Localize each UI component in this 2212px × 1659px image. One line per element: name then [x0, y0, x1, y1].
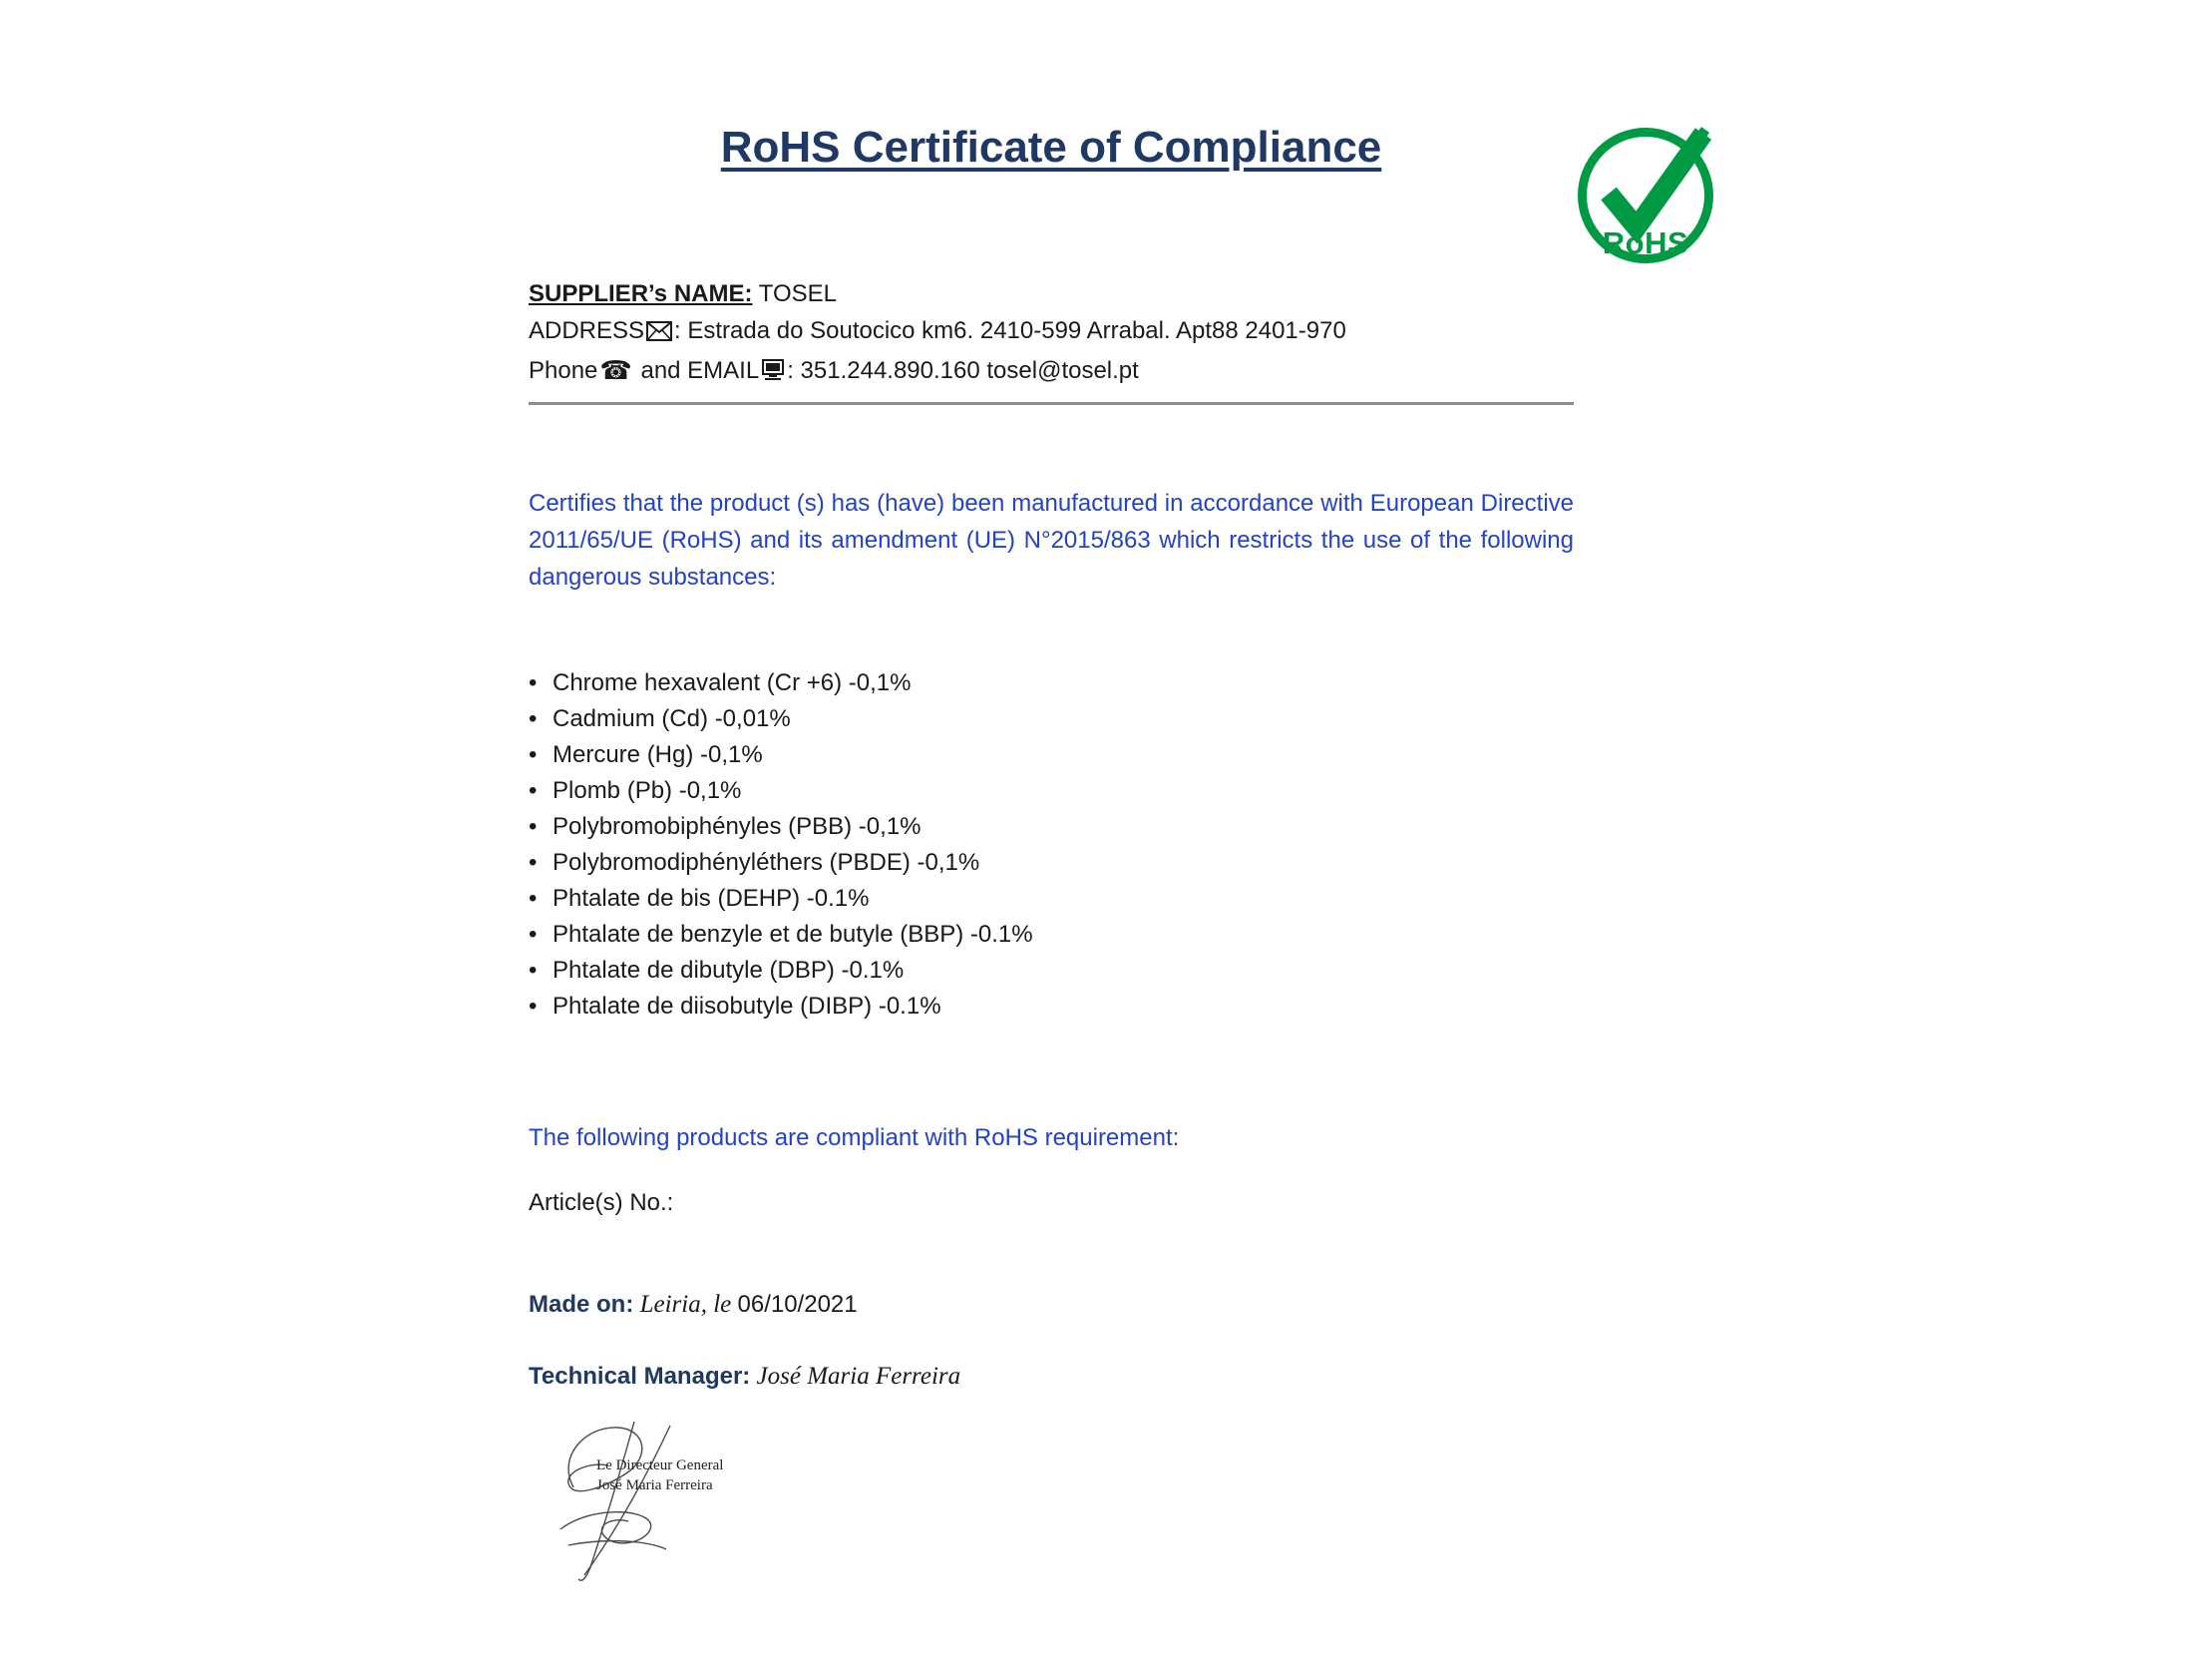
manager-label: Technical Manager:: [529, 1363, 751, 1390]
signature-name: José Maria Ferreira: [596, 1477, 713, 1493]
phone-icon: ☎: [599, 355, 632, 385]
manager-name: José Maria Ferreira: [750, 1363, 961, 1390]
substance-text: Cadmium (Cd) -0,01%: [553, 705, 791, 732]
substance-text: Plomb (Pb) -0,1%: [553, 777, 742, 804]
bullet-icon: •: [529, 957, 538, 984]
substance-text: Chrome hexavalent (Cr +6) -0,1%: [553, 669, 912, 696]
logo-label: RoHS: [1602, 225, 1689, 260]
signature-scribble-icon: [539, 1418, 768, 1587]
list-item: [529, 737, 1574, 773]
substance-text: Polybromobiphényles (PBB) -0,1%: [553, 813, 922, 840]
divider-line: [529, 402, 1574, 405]
list-item: [529, 701, 1574, 737]
computer-icon: [761, 355, 785, 392]
compliance-statement: The following products are compliant with RoHS requirement:: [529, 1124, 1180, 1151]
email-label: and EMAIL: [633, 357, 760, 384]
bullet-icon: •: [529, 849, 538, 876]
made-on-label: Made on:: [529, 1291, 634, 1318]
list-item: [529, 881, 1574, 917]
list-item: [529, 953, 1574, 989]
bullet-icon: •: [529, 741, 538, 768]
bullet-icon: •: [529, 705, 538, 732]
signature-title: Le Directeur General: [596, 1457, 724, 1473]
bullet-icon: •: [529, 669, 538, 696]
page-title: RoHS Certificate of Compliance: [720, 123, 1382, 172]
made-on-place: Leiria, le: [633, 1291, 738, 1318]
substance-list: [529, 665, 1574, 1025]
bullet-icon: •: [529, 813, 538, 840]
substance-text: Mercure (Hg) -0,1%: [553, 741, 763, 768]
document-content: [529, 120, 1574, 1587]
substance-text: Phtalate de dibutyle (DBP) -0.1%: [553, 957, 905, 984]
bullet-icon: •: [529, 921, 538, 948]
list-item: [529, 845, 1574, 881]
supplier-address-line: [529, 312, 1574, 352]
substance-text: Polybromodiphényléthers (PBDE) -0,1%: [553, 849, 980, 876]
bullet-icon: •: [529, 885, 538, 912]
list-item: [529, 665, 1574, 701]
substance-text: Phtalate de bis (DEHP) -0.1%: [553, 885, 870, 912]
supplier-name-value: TOSEL: [752, 280, 837, 307]
made-on-date: 06/10/2021: [737, 1291, 858, 1318]
phone-label: Phone: [529, 357, 598, 384]
contact-value: : 351.244.890.160 tosel@tosel.pt: [787, 357, 1139, 384]
supplier-contact-line: [529, 352, 1574, 392]
list-item: [529, 989, 1574, 1025]
address-label: ADDRESS: [529, 317, 645, 344]
made-on-line: [529, 1286, 1574, 1323]
supplier-block: [529, 275, 1574, 392]
bullet-icon: •: [529, 993, 538, 1020]
list-item: [529, 809, 1574, 845]
bullet-icon: •: [529, 777, 538, 804]
certification-statement: Certifies that the product (s) has (have) been manufactured in accordance with European Directive 2011/65/UE (RoHS) and its amendment (UE) N°2015/863 which restricts the use of the following dangerous substances:: [529, 490, 1574, 591]
list-item: [529, 917, 1574, 953]
substance-text: Phtalate de benzyle et de butyle (BBP) -0.1%: [553, 921, 1033, 948]
list-item: [529, 773, 1574, 809]
supplier-name-label: SUPPLIER’s NAME:: [529, 280, 753, 307]
envelope-icon: [646, 315, 672, 352]
substance-text: Phtalate de diisobutyle (DIBP) -0.1%: [553, 993, 941, 1020]
signature-block: [539, 1418, 768, 1587]
address-value: : Estrada do Soutocico km6. 2410-599 Arrabal. Apt88 2401-970: [674, 317, 1346, 344]
article-number-label: Article(s) No.:: [529, 1189, 674, 1216]
rohs-logo: [1574, 122, 1723, 271]
supplier-name-line: [529, 275, 1574, 312]
signature-stamp-text: [596, 1455, 766, 1495]
technical-manager-line: [529, 1358, 1574, 1395]
